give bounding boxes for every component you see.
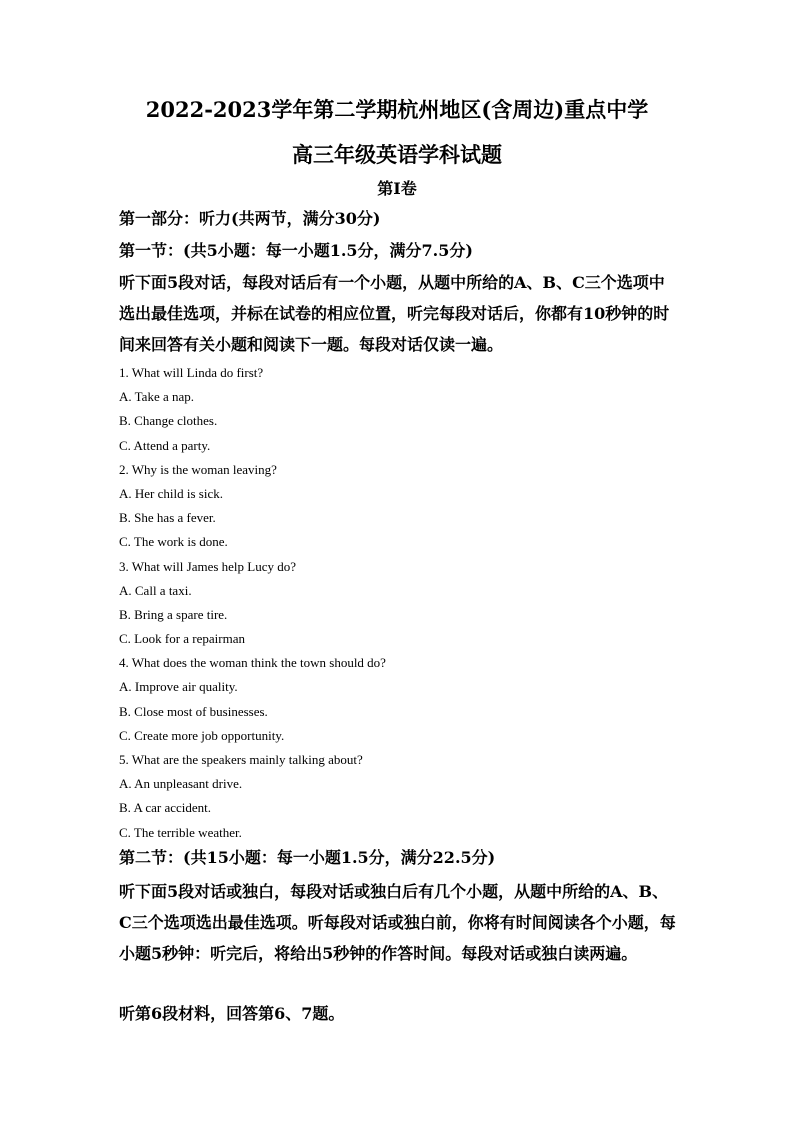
question-stem: 1. What will Linda do first? — [119, 365, 264, 380]
answer-option: B. Bring a spare tire. — [119, 606, 228, 622]
exam-title-line1: 2022-2023学年第二学期杭州地区(含周边)重点中学 — [145, 97, 649, 122]
question-stem: 2. Why is the woman leaving? — [119, 461, 277, 477]
answer-option: C. Create more job opportunity. — [119, 727, 285, 743]
answer-option: B. Close most of businesses. — [119, 703, 268, 719]
section1-heading: 第一节：(共5小题：每一小题1.5分，满分7.5分) — [119, 241, 473, 260]
volume-label: 第I卷 — [377, 179, 417, 198]
answer-option: A. Her child is sick. — [119, 485, 223, 501]
answer-option: C. Attend a party. — [119, 437, 211, 453]
answer-option: C. Look for a repairman — [119, 631, 245, 647]
section2-instructions: 听下面5段对话或独白，每段对话或独白后有几个小题，从题中所给的A、B、C三个选项选出最佳选项。听每段对话或独白前，你将有时间阅读各个小题，每小题5秒钟：听完后，将给出5秒钟的作答时间。每段对话或独白读两遍。 — [119, 882, 676, 963]
answer-option: A. Call a taxi. — [119, 582, 192, 598]
answer-option: B. Change clothes. — [119, 413, 218, 429]
answer-option: B. She has a fever. — [119, 510, 216, 526]
section2-heading: 第二节：(共15小题：每一小题1.5分，满分22.5分) — [119, 848, 496, 867]
question-stem: 4. What does the woman think the town should do? — [119, 655, 386, 671]
question-list — [119, 361, 386, 845]
answer-option: B. A car accident. — [119, 800, 212, 816]
answer-option: A. Improve air quality. — [119, 679, 238, 695]
material-6-label: 听第6段材料，回答第6、7题。 — [119, 1004, 345, 1023]
question-stem: 3. What will James help Lucy do? — [119, 558, 297, 574]
answer-option: A. Take a nap. — [119, 389, 195, 405]
part1-heading: 第一部分：听力(共两节，满分30分) — [119, 209, 381, 228]
answer-option: C. The terrible weather. — [119, 824, 242, 840]
section1-instructions: 听下面5段对话，每段对话后有一个小题，从题中所给的A、B、C三个选项中选出最佳选项，并标在试卷的相应位置，听完每段对话后，你都有10秒钟的时间来回答有关小题和阅读下一题。每段对话仅读一遍。 — [119, 273, 670, 354]
answer-option: C. The work is done. — [119, 534, 228, 550]
question-stem: 5. What are the speakers mainly talking about? — [119, 752, 363, 767]
exam-title-line2: 高三年级英语学科试题 — [292, 142, 502, 167]
answer-option: A. An unpleasant drive. — [119, 776, 243, 792]
